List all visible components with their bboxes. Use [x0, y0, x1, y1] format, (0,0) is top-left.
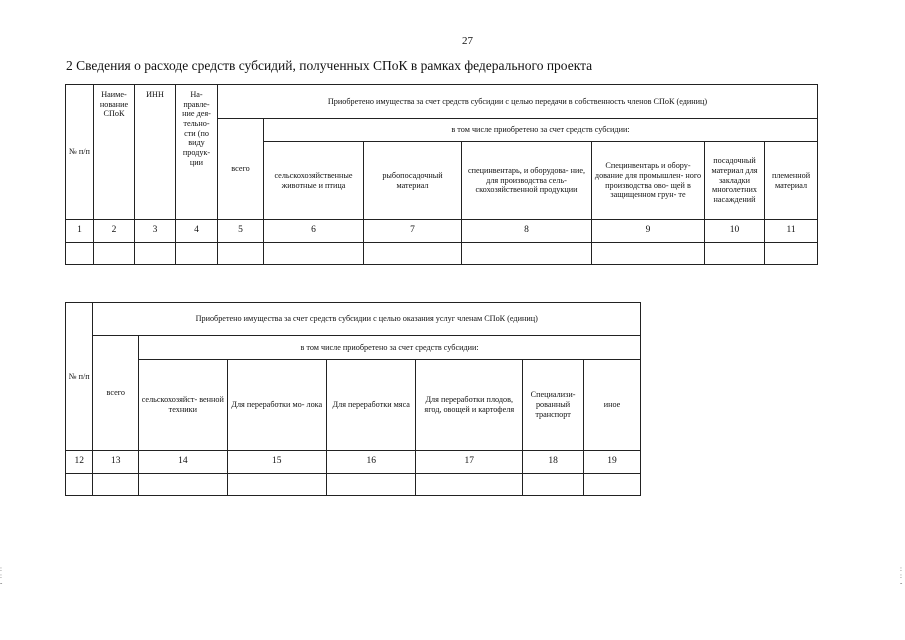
column-number: 7 — [364, 220, 462, 243]
column-number: 3 — [135, 220, 176, 243]
column-number: 10 — [705, 220, 765, 243]
empty-cell — [139, 474, 227, 496]
empty-cell — [327, 474, 416, 496]
empty-cell — [135, 243, 176, 265]
column-number: 16 — [327, 451, 416, 474]
col-agri-machinery-header: сельскохозяйст- венной техники — [139, 360, 227, 451]
table-property-transfer — [65, 84, 818, 265]
col-fish-stock-header: рыбопосадочный материал — [364, 142, 462, 220]
empty-cell — [584, 474, 641, 496]
col-special-transport-header: Специализи- рованный транспорт — [523, 360, 584, 451]
empty-cell — [94, 243, 135, 265]
column-number: 14 — [139, 451, 227, 474]
column-number: 1 — [66, 220, 94, 243]
col-direction-header: На- правле- ние дея- тельно- сти (по виду продук- ции — [176, 85, 218, 220]
col-other-header: иное — [584, 360, 641, 451]
empty-cell — [705, 243, 765, 265]
scan-mark-left: : : - — [0, 565, 3, 587]
column-number: 8 — [462, 220, 592, 243]
column-number: 5 — [218, 220, 264, 243]
column-number: 17 — [416, 451, 523, 474]
empty-cell — [416, 474, 523, 496]
empty-cell — [93, 474, 139, 496]
empty-cell — [227, 474, 327, 496]
column-number: 15 — [227, 451, 327, 474]
column-number: 19 — [584, 451, 641, 474]
col-breeding-material-header: племенной материал — [765, 142, 818, 220]
scan-mark-right: : : - — [900, 565, 903, 587]
col-total-header: всего — [93, 336, 139, 451]
column-number: 2 — [94, 220, 135, 243]
page-number: 27 — [462, 35, 473, 47]
empty-cell — [364, 243, 462, 265]
column-number: 9 — [592, 220, 705, 243]
section-title: 2 Сведения о расходе средств субсидий, полученных СПоК в рамках федерального проекта — [66, 58, 593, 73]
table-row — [66, 474, 641, 496]
column-number: 12 — [66, 451, 93, 474]
column-number: 6 — [264, 220, 364, 243]
column-number: 4 — [176, 220, 218, 243]
empty-cell — [218, 243, 264, 265]
col-inn-header: ИНН — [135, 85, 176, 220]
column-number: 13 — [93, 451, 139, 474]
group-header: Приобретено имущества за счет средств субсидии с целью передачи в собственность членов СПоК (единиц) — [218, 85, 818, 119]
sub-header: в том числе приобретено за счет средств субсидии: — [139, 336, 641, 360]
col-no-header: № п/п — [66, 85, 94, 220]
col-livestock-header: сельскохозяйственные животные и птица — [264, 142, 364, 220]
empty-cell — [176, 243, 218, 265]
col-agri-equipment-header: специнвентарь, и оборудова- ние, для производства сель- скохозяйственной продукции — [462, 142, 592, 220]
column-number: 11 — [765, 220, 818, 243]
empty-cell — [66, 474, 93, 496]
col-milk-processing-header: Для переработки мо- лока — [227, 360, 327, 451]
column-numbers-row — [66, 451, 641, 474]
empty-cell — [66, 243, 94, 265]
col-meat-processing-header: Для переработки мяса — [327, 360, 416, 451]
empty-cell — [264, 243, 364, 265]
empty-cell — [462, 243, 592, 265]
col-planting-material-header: посадочный материал для закладки многолетних насаждений — [705, 142, 765, 220]
col-produce-processing-header: Для переработки плодов, ягод, овощей и картофеля — [416, 360, 523, 451]
sub-header: в том числе приобретено за счет средств субсидии: — [264, 119, 818, 142]
col-no-header: № п/п — [66, 303, 93, 451]
empty-cell — [592, 243, 705, 265]
table-row — [66, 243, 818, 265]
col-total-header: всего — [218, 119, 264, 220]
empty-cell — [765, 243, 818, 265]
group-header: Приобретено имущества за счет средств субсидии с целью оказания услуг членам СПоК (единиц) — [93, 303, 641, 336]
column-number: 18 — [523, 451, 584, 474]
col-name-header: Наиме- нование СПоК — [94, 85, 135, 220]
empty-cell — [523, 474, 584, 496]
table-member-services — [65, 302, 641, 496]
column-numbers-row — [66, 220, 818, 243]
col-greenhouse-equipment-header: Специнвентарь и обору- дование для промышлен- ного производства ово- щей в защищенном грун- те — [592, 142, 705, 220]
